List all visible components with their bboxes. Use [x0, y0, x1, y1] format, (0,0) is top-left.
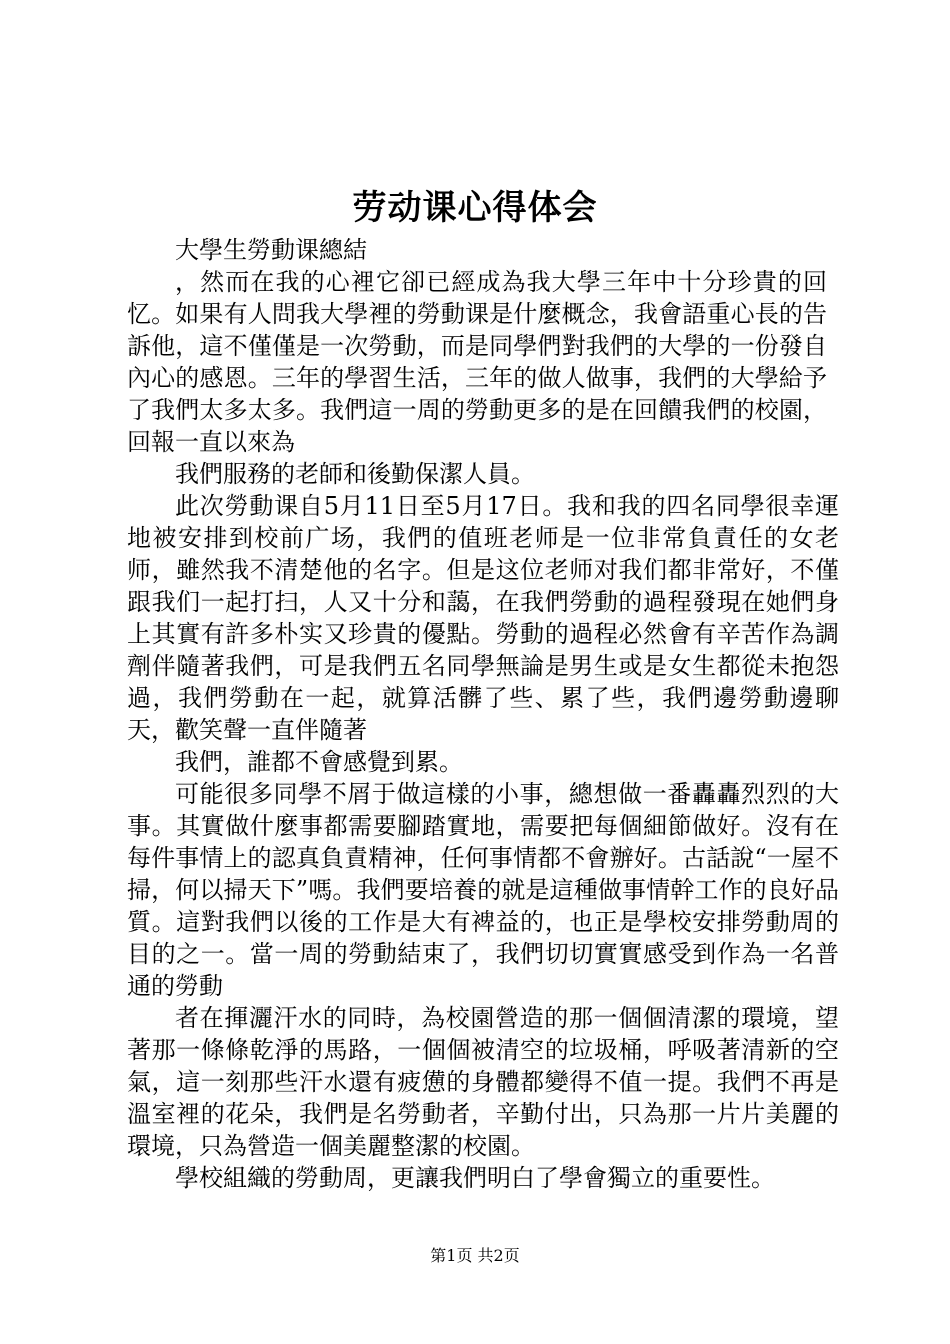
document-body [127, 234, 839, 1194]
paragraph-heading: 大學生勞動课總結 [175, 236, 367, 264]
paragraph: 者在揮灑汗水的同時，為校園營造的那一個個清潔的環境，望著那一條條乾淨的馬路，一個個被清空的垃圾桶，呼吸著清新的空氣，這一刻那些汗水還有疲憊的身體都變得不值一提。我們不再是溫室裡的花朵，我們是名勞動者，辛勤付出，只為那一片片美麗的環境，只為營造一個美麗整潔的校園。 [127, 1004, 839, 1160]
paragraph: ，然而在我的心裡它卻已經成為我大學三年中十分珍貴的回忆。如果有人問我大學裡的勞動课是什麼概念，我會語重心長的告訴他，這不僅僅是一次勞動，而是同學們對我們的大學的一份發自內心的感恩。三年的學習生活，三年的做人做事，我們的大學給予了我們太多太多。我們這一周的勞動更多的是在回饋我們的校園，回報一直以來為 [127, 268, 827, 456]
document-title: 劳动课心得体会 [352, 188, 598, 228]
paragraph: 可能很多同學不屑于做這樣的小事，總想做一番轟轟烈烈的大事。其實做什麼事都需要腳踏實地，需要把每個細節做好。沒有在每件事情上的認真負責精神，任何事情都不會辦好。古話說“一屋不掃，何以掃天下”嗎。我們要培養的就是這種做事情幹工作的良好品質。這對我們以後的工作是大有裨益的，也正是學校安排勞動周的目的之一。當一周的勞動結束了，我們切切實實感受到作為一名普通的勞動 [127, 780, 839, 1000]
paragraph: 此次勞動课自5月11日至5月17日。我和我的四名同學很幸運地被安排到校前广场，我們的值班老师是一位非常負責任的女老师，雖然我不清楚他的名字。但是这位老师对我们都非常好，不僅跟我们一起打扫，人又十分和藹，在我們勞動的過程發現在她們身上其實有許多朴实又珍貴的優點。勞動的過程必然會有辛苦作為調劑伴隨著我們，可是我們五名同學無論是男生或是女生都從未抱怨過，我們勞動在一起，就算活髒了些、累了些，我們邊勞動邊聊天，歡笑聲一直伴隨著 [127, 492, 839, 744]
paragraph: 我們服務的老師和後勤保潔人員。 [175, 460, 535, 488]
page-number-footer: 第1页 共2页 [430, 1246, 520, 1265]
paragraph: 學校組織的勞動周，更讓我們明白了學會獨立的重要性。 [175, 1164, 775, 1192]
paragraph: 我們，誰都不會感覺到累。 [175, 748, 463, 776]
